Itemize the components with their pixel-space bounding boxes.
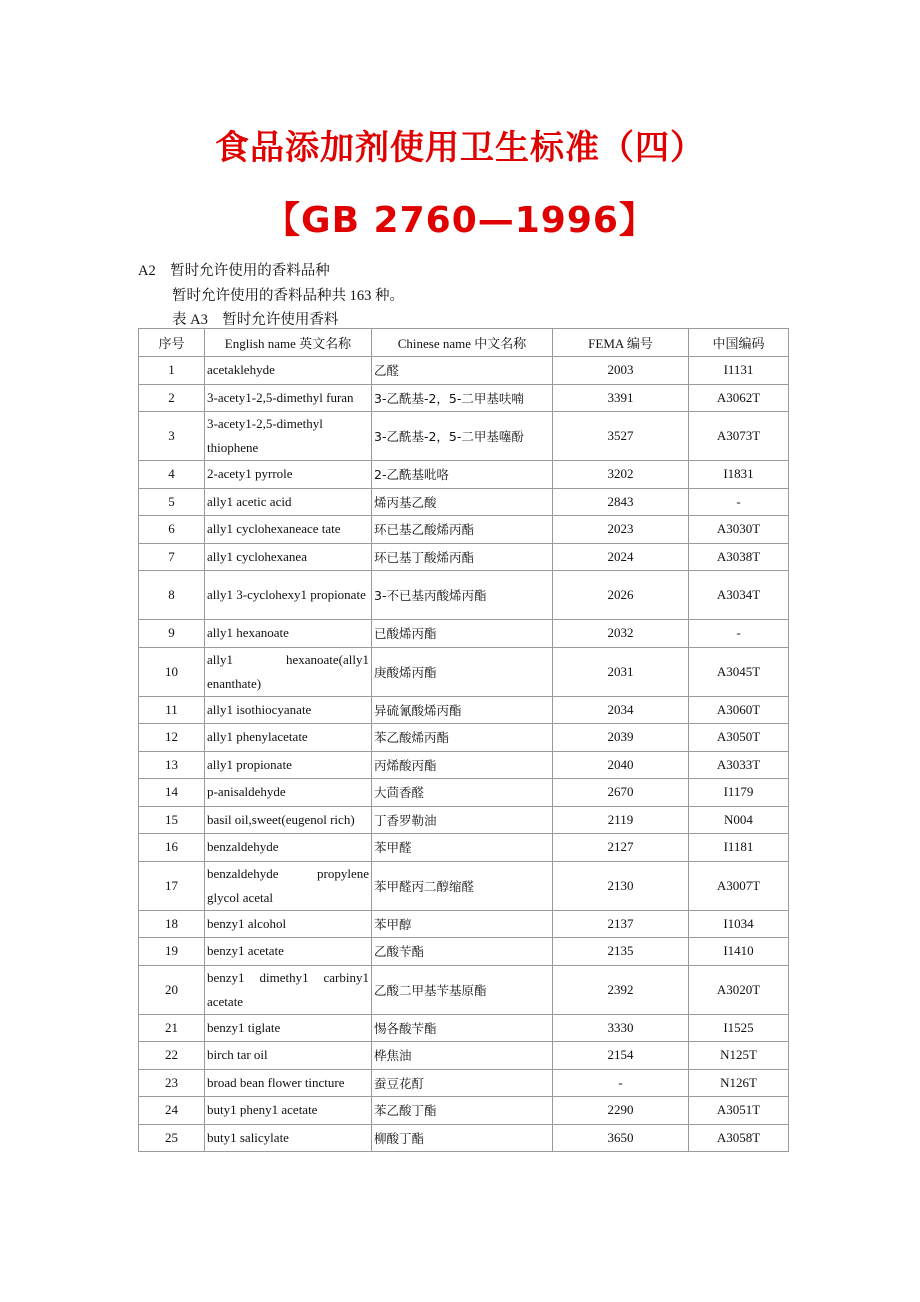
table-row bbox=[139, 516, 789, 544]
table-row bbox=[139, 1069, 789, 1097]
cell-china-code: - bbox=[689, 488, 789, 516]
table-row bbox=[139, 696, 789, 724]
cell-chinese-name: 2-乙酰基吡咯 bbox=[372, 461, 553, 489]
cell-index: 11 bbox=[139, 696, 205, 724]
cell-chinese-name: 苯甲醇 bbox=[372, 910, 553, 938]
table-row bbox=[139, 938, 789, 966]
table-row bbox=[139, 724, 789, 752]
cell-fema: 3202 bbox=[553, 461, 689, 489]
cell-index: 8 bbox=[139, 571, 205, 620]
cell-chinese-name: 大茴香醛 bbox=[372, 779, 553, 807]
cell-chinese-name: 苯甲醛丙二醇缩醛 bbox=[372, 861, 553, 910]
cell-fema: 2039 bbox=[553, 724, 689, 752]
cell-china-code: A3073T bbox=[689, 412, 789, 461]
document-subtitle: 【GB 2760—1996】 bbox=[264, 200, 656, 241]
cell-english-name: ally1 acetic acid bbox=[205, 488, 372, 516]
cell-chinese-name: 已酸烯丙酯 bbox=[372, 620, 553, 648]
cell-english-name: benzaldehyde bbox=[205, 834, 372, 862]
cell-english-name: buty1 salicylate bbox=[205, 1124, 372, 1152]
cell-fema: 2130 bbox=[553, 861, 689, 910]
cell-fema: - bbox=[553, 1069, 689, 1097]
cell-chinese-name: 乙酸二甲基苄基原酯 bbox=[372, 965, 553, 1014]
table-row bbox=[139, 910, 789, 938]
cell-chinese-name: 桦焦油 bbox=[372, 1042, 553, 1070]
header-fema: FEMA 编号 bbox=[553, 329, 689, 357]
cell-index: 10 bbox=[139, 647, 205, 696]
cell-chinese-name: 3-乙酰基-2，5-二甲基噻酚 bbox=[372, 412, 553, 461]
cell-chinese-name: 烯丙基乙酸 bbox=[372, 488, 553, 516]
cell-chinese-name: 苯甲醛 bbox=[372, 834, 553, 862]
cell-index: 16 bbox=[139, 834, 205, 862]
cell-china-code: A3033T bbox=[689, 751, 789, 779]
table-row bbox=[139, 1042, 789, 1070]
table-row bbox=[139, 461, 789, 489]
cell-english-name: birch tar oil bbox=[205, 1042, 372, 1070]
cell-english-name: benzy1 dimethy1 carbiny1 acetate bbox=[205, 965, 372, 1014]
cell-fema: 2154 bbox=[553, 1042, 689, 1070]
table-row bbox=[139, 1097, 789, 1125]
cell-china-code: A3050T bbox=[689, 724, 789, 752]
cell-chinese-name: 苯乙酸烯丙酯 bbox=[372, 724, 553, 752]
cell-china-code: I1131 bbox=[689, 357, 789, 385]
table-row bbox=[139, 779, 789, 807]
header-china-code: 中国编码 bbox=[689, 329, 789, 357]
cell-english-name: ally1 isothiocyanate bbox=[205, 696, 372, 724]
table-row bbox=[139, 965, 789, 1014]
cell-index: 25 bbox=[139, 1124, 205, 1152]
cell-china-code: A3020T bbox=[689, 965, 789, 1014]
cell-chinese-name: 异硫氰酸烯丙酯 bbox=[372, 696, 553, 724]
cell-fema: 2135 bbox=[553, 938, 689, 966]
cell-fema: 3391 bbox=[553, 384, 689, 412]
cell-china-code: I1831 bbox=[689, 461, 789, 489]
table-row bbox=[139, 751, 789, 779]
cell-english-name: p-anisaldehyde bbox=[205, 779, 372, 807]
table-row bbox=[139, 543, 789, 571]
cell-china-code: A3045T bbox=[689, 647, 789, 696]
cell-china-code: - bbox=[689, 620, 789, 648]
cell-china-code: A3062T bbox=[689, 384, 789, 412]
cell-index: 2 bbox=[139, 384, 205, 412]
cell-fema: 2026 bbox=[553, 571, 689, 620]
cell-fema: 2670 bbox=[553, 779, 689, 807]
cell-english-name: ally1 cyclohexaneace tate bbox=[205, 516, 372, 544]
table-row bbox=[139, 1124, 789, 1152]
fragrance-table bbox=[138, 328, 789, 1152]
cell-china-code: I1410 bbox=[689, 938, 789, 966]
cell-fema: 2843 bbox=[553, 488, 689, 516]
table-row bbox=[139, 647, 789, 696]
cell-chinese-name: 3-不已基丙酸烯丙酯 bbox=[372, 571, 553, 620]
table-body bbox=[139, 357, 789, 1152]
cell-index: 9 bbox=[139, 620, 205, 648]
cell-china-code: A3058T bbox=[689, 1124, 789, 1152]
table-row bbox=[139, 571, 789, 620]
section-heading: A2 暂时允许使用的香料品种 bbox=[138, 263, 330, 279]
cell-index: 19 bbox=[139, 938, 205, 966]
cell-index: 23 bbox=[139, 1069, 205, 1097]
cell-index: 1 bbox=[139, 357, 205, 385]
cell-english-name: benzy1 acetate bbox=[205, 938, 372, 966]
cell-china-code: A3051T bbox=[689, 1097, 789, 1125]
table-row bbox=[139, 834, 789, 862]
cell-china-code: I1034 bbox=[689, 910, 789, 938]
cell-fema: 2290 bbox=[553, 1097, 689, 1125]
cell-fema: 2031 bbox=[553, 647, 689, 696]
cell-fema: 2127 bbox=[553, 834, 689, 862]
cell-english-name: buty1 pheny1 acetate bbox=[205, 1097, 372, 1125]
table-header-row bbox=[139, 329, 789, 357]
cell-english-name: broad bean flower tincture bbox=[205, 1069, 372, 1097]
cell-chinese-name: 环已基丁酸烯丙酯 bbox=[372, 543, 553, 571]
cell-chinese-name: 苯乙酸丁酯 bbox=[372, 1097, 553, 1125]
cell-index: 14 bbox=[139, 779, 205, 807]
cell-index: 5 bbox=[139, 488, 205, 516]
table-row bbox=[139, 806, 789, 834]
cell-fema: 2137 bbox=[553, 910, 689, 938]
cell-chinese-name: 丙烯酸丙酯 bbox=[372, 751, 553, 779]
cell-china-code: N004 bbox=[689, 806, 789, 834]
cell-index: 21 bbox=[139, 1014, 205, 1042]
cell-chinese-name: 柳酸丁酯 bbox=[372, 1124, 553, 1152]
cell-china-code: N126T bbox=[689, 1069, 789, 1097]
cell-english-name: benzy1 tiglate bbox=[205, 1014, 372, 1042]
table-row bbox=[139, 488, 789, 516]
cell-china-code: A3007T bbox=[689, 861, 789, 910]
cell-china-code: A3038T bbox=[689, 543, 789, 571]
cell-english-name: ally1 cyclohexanea bbox=[205, 543, 372, 571]
cell-china-code: N125T bbox=[689, 1042, 789, 1070]
cell-index: 4 bbox=[139, 461, 205, 489]
cell-index: 20 bbox=[139, 965, 205, 1014]
cell-index: 6 bbox=[139, 516, 205, 544]
table-row bbox=[139, 412, 789, 461]
cell-index: 15 bbox=[139, 806, 205, 834]
cell-chinese-name: 庚酸烯丙酯 bbox=[372, 647, 553, 696]
cell-fema: 2040 bbox=[553, 751, 689, 779]
cell-fema: 2003 bbox=[553, 357, 689, 385]
cell-english-name: ally1 3-cyclohexy1 propionate bbox=[205, 571, 372, 620]
cell-english-name: benzy1 alcohol bbox=[205, 910, 372, 938]
cell-chinese-name: 3-乙酰基-2，5-二甲基呋喃 bbox=[372, 384, 553, 412]
document-title: 食品添加剂使用卫生标准（四） bbox=[215, 128, 705, 168]
cell-chinese-name: 惕各酸苄酯 bbox=[372, 1014, 553, 1042]
cell-index: 22 bbox=[139, 1042, 205, 1070]
header-chinese-name: Chinese name 中文名称 bbox=[372, 329, 553, 357]
cell-china-code: A3060T bbox=[689, 696, 789, 724]
cell-english-name: acetaklehyde bbox=[205, 357, 372, 385]
cell-china-code: A3034T bbox=[689, 571, 789, 620]
cell-china-code: A3030T bbox=[689, 516, 789, 544]
cell-chinese-name: 丁香罗勒油 bbox=[372, 806, 553, 834]
table-row bbox=[139, 357, 789, 385]
cell-fema: 3650 bbox=[553, 1124, 689, 1152]
cell-china-code: I1179 bbox=[689, 779, 789, 807]
cell-index: 13 bbox=[139, 751, 205, 779]
cell-fema: 2119 bbox=[553, 806, 689, 834]
cell-china-code: I1525 bbox=[689, 1014, 789, 1042]
table-row bbox=[139, 1014, 789, 1042]
cell-english-name: ally1 hexanoate bbox=[205, 620, 372, 648]
cell-fema: 2024 bbox=[553, 543, 689, 571]
intro-text: 暂时允许使用的香料品种共 163 种。 bbox=[172, 288, 404, 304]
cell-english-name: ally1 hexanoate(ally1 enanthate) bbox=[205, 647, 372, 696]
cell-english-name: 3-acety1-2,5-dimethyl furan bbox=[205, 384, 372, 412]
table-caption: 表 A3 暂时允许使用香料 bbox=[172, 312, 339, 328]
cell-chinese-name: 蚕豆花酊 bbox=[372, 1069, 553, 1097]
cell-fema: 3330 bbox=[553, 1014, 689, 1042]
table-row bbox=[139, 861, 789, 910]
header-index: 序号 bbox=[139, 329, 205, 357]
cell-english-name: benzaldehyde propylene glycol acetal bbox=[205, 861, 372, 910]
cell-english-name: basil oil,sweet(eugenol rich) bbox=[205, 806, 372, 834]
cell-index: 18 bbox=[139, 910, 205, 938]
cell-fema: 2034 bbox=[553, 696, 689, 724]
cell-english-name: ally1 phenylacetate bbox=[205, 724, 372, 752]
cell-english-name: ally1 propionate bbox=[205, 751, 372, 779]
cell-chinese-name: 乙醛 bbox=[372, 357, 553, 385]
cell-chinese-name: 乙酸苄酯 bbox=[372, 938, 553, 966]
cell-fema: 3527 bbox=[553, 412, 689, 461]
cell-english-name: 3-acety1-2,5-dimethyl thiophene bbox=[205, 412, 372, 461]
cell-index: 3 bbox=[139, 412, 205, 461]
cell-index: 12 bbox=[139, 724, 205, 752]
cell-english-name: 2-acety1 pyrrole bbox=[205, 461, 372, 489]
table-row bbox=[139, 384, 789, 412]
cell-fema: 2023 bbox=[553, 516, 689, 544]
cell-index: 17 bbox=[139, 861, 205, 910]
cell-fema: 2392 bbox=[553, 965, 689, 1014]
cell-chinese-name: 环已基乙酸烯丙酯 bbox=[372, 516, 553, 544]
cell-china-code: I1181 bbox=[689, 834, 789, 862]
table-row bbox=[139, 620, 789, 648]
cell-index: 7 bbox=[139, 543, 205, 571]
cell-fema: 2032 bbox=[553, 620, 689, 648]
header-english-name: English name 英文名称 bbox=[205, 329, 372, 357]
cell-index: 24 bbox=[139, 1097, 205, 1125]
